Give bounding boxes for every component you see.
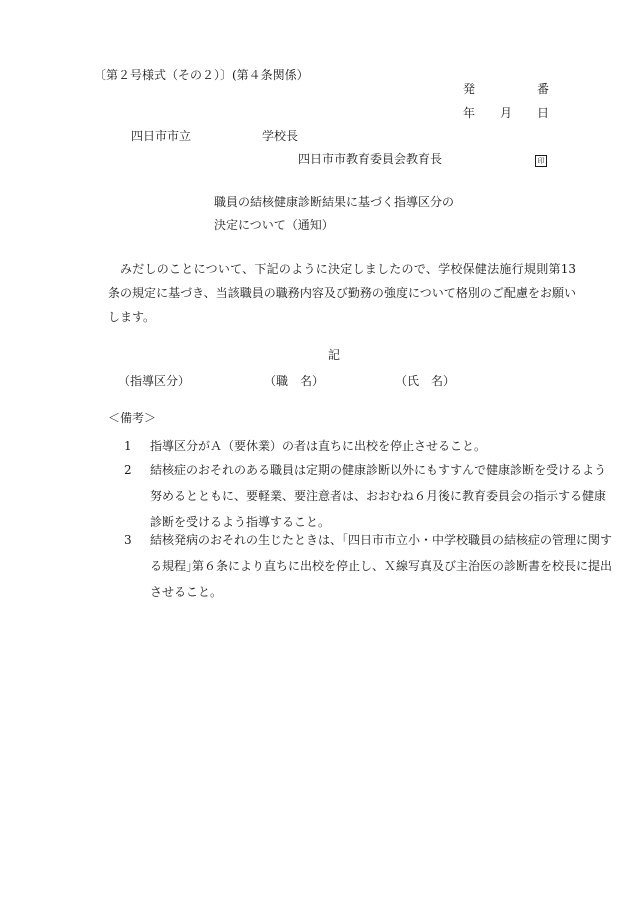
addressee-principal: 学校長: [262, 129, 299, 143]
remarks-item-1: [124, 433, 612, 459]
record-heading: 記: [328, 348, 341, 362]
remarks-item-3: [124, 527, 612, 605]
record-col-name: （氏 名）: [395, 374, 456, 388]
seal-mark: 印: [535, 155, 547, 167]
remarks-item-text: 結核症のおそれのある職員は定期の健康診断以外にもすすんで健康診断を受けるよう努めるとともに、要軽業、要注意者は、おおむね６月後に教育委員会の指示する健康診断を受けるよう指導すること。: [150, 463, 607, 529]
sender-title: 四日市市教育委員会教育長: [298, 152, 443, 166]
date-day: 日: [537, 106, 550, 120]
addressee-city-school: 四日市市立: [131, 129, 192, 143]
remarks-heading: ＜備考＞: [108, 411, 157, 425]
remarks-item-text: 指導区分がＡ（要休業）の者は直ちに出校を停止させること。: [150, 439, 487, 453]
date-year: 年: [463, 106, 476, 120]
remarks-item-number: 3: [124, 533, 132, 547]
subject-line-1: 職員の結核健康診断結果に基づく指導区分の: [214, 195, 455, 209]
form-number: 〔第２号様式（その２）〕(第４条関係）: [94, 68, 309, 82]
issue-label-left: 発: [463, 82, 476, 96]
remarks-item-number: 2: [124, 463, 132, 477]
record-col-position: （職 名）: [264, 374, 325, 388]
body-paragraph: みだしのことについて、下記のように決定しましたので、学校保健法施行規則第13条の規定に基づき、当該職員の職務内容及び勤務の強度について格別のご配慮をお願いします。: [108, 262, 576, 324]
date-month: 月: [500, 106, 513, 120]
remarks-item-text: 結核発病のおそれの生じたときは、｢四日市市立小・中学校職員の結核症の管理に関する規程｣第６条により直ちに出校を停止し、Ｘ線写真及び主治医の診断書を校長に提出させること。: [150, 533, 613, 599]
subject-line-2: 決定について（通知）: [214, 218, 334, 232]
record-col-guidance: （指導区分）: [118, 374, 191, 388]
issue-label-right: 番: [537, 82, 550, 96]
sender-seal: [535, 153, 547, 167]
remarks-item-2: [124, 457, 612, 535]
remarks-item-number: 1: [124, 439, 132, 453]
